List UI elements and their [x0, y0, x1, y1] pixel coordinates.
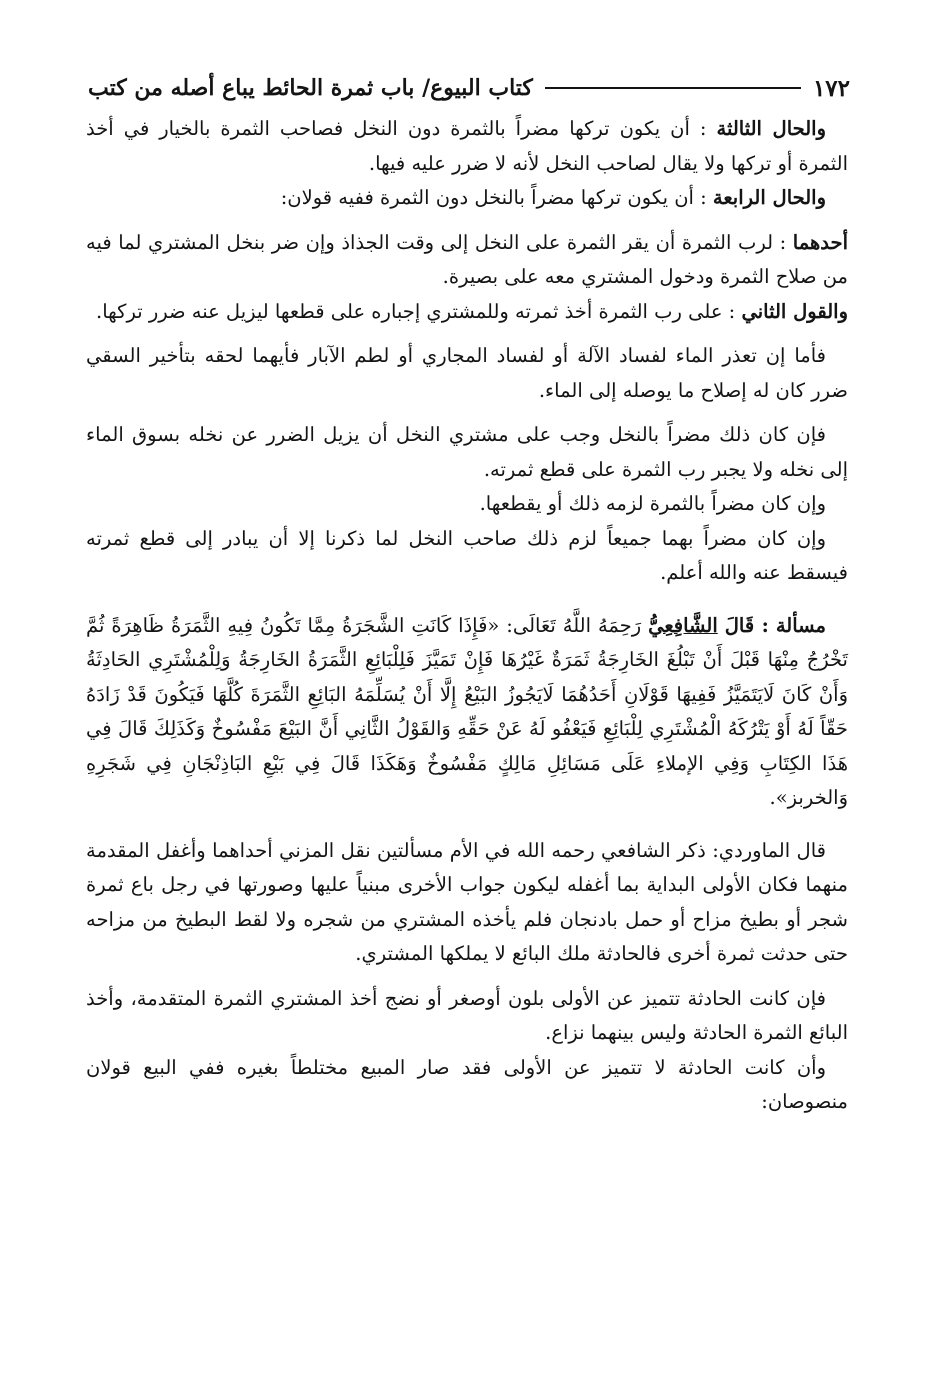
paragraph-text: : على رب الثمرة أخذ ثمرته وللمشتري إجباره على قطعها ليزيل عنه ضرر تركها. [96, 299, 736, 323]
paragraph-label: والقول الثاني [741, 299, 848, 323]
paragraph-label: والحال الثالثة [716, 117, 827, 140]
page-number: ١٧٢ [812, 74, 850, 102]
paragraph-first-opinion [86, 226, 848, 295]
page-header [88, 68, 850, 108]
paragraph-text: : أن يكون تركها مضراً بالنخل دون الثمرة ففيه قولان: [280, 186, 707, 209]
paragraph-second-opinion [86, 295, 848, 330]
paragraph-issue: مسألة : قَالَ الشَّافِعِيُّ رَحِمَهُ اللَّهُ تَعَالَى: «فَإِذَا كَانَتِ الشَّجَرَةُ مِمَّا تَكُونُ فِيهِ الثَّمَرَةُ ظَاهِرَةً ثُمَّ تَخْرُجُ مِنْهَا قَبْلَ أَنْ تَبْلُغَ الخَارِجَةُ ثَمَرَةٌ غَيْرُهَا فَإِنْ تَمَيَّزَ فَلِلْبَائِعِ الثَّمَرَةُ الخَارِجَةُ وَلِلْمُشْتَرِي الحَادِثَةُ وَأَنْ كَانَ لَايَتَمَيَّزُ فَفِيهَا قَوْلَانِ أَحَدُهُمَا لَايَجُوزُ البَيْعُ إِلَّا أَنْ يُسَلِّمَهُ البَائِعِ الثَّمَرَةَ كُلَّهَا فَيَكُونَ قَدْ زَادَهُ حَقّاً لَهُ أَوْ يَتْرُكَهُ الْمُشْتَرِي لِلْبَائِعِ فَيَعْفُو لَهُ عَنْ حَقِّهِ وَالقَوْلُ الثَّانِي أَنَّ البَيْعَ مَفْسُوخٌ وَكَذَلِكَ قَالَ فِي هَذَا الكِتَابِ وَفِي الإملاءِ عَلَى مَسَائِلِ مَالِكٍ مَفْسُوخٌ وَهَكَذَا قَالَ فِي بَيْعِ البَاذِنْجَانِ فِي شَجَرِهِ وَالخربز». [86, 613, 848, 809]
paragraph-mawardi: قال الماوردي: ذكر الشافعي رحمه الله في الأم مسألتين نقل المزني أحداهما وأغفل المقدمة منهما فكان الأولى البداية بما أغفله ليكون جواب الأخرى مبنياً عليها وصورتها في رجل باع ثمرة شجر أو بطيخ مزاح أو حمل بادنجان فلم يأخذه المشتري من شجره ولا لقط البطيخ من مزاحه حتى حدثت ثمرة أخرى فالحادثة ملك البائع لا يملكها المشتري. [86, 838, 848, 965]
running-title: كتاب البيوع/ باب ثمرة الحائط يباع أصله من كتب [88, 75, 533, 101]
page-body [86, 112, 848, 1120]
paragraph-third-case [86, 112, 848, 181]
paragraph-text: : أن يكون تركها مضراً بالثمرة دون النخل فصاحب الثمرة بالخيار في أخذ الثمرة أو تركها ولا يقال لصاحب النخل لأنه لا ضرر عليه فيها. [86, 117, 848, 175]
paragraph-mixed: وأن كانت الحادثة لا تتميز عن الأولى فقد صار المبيع مختلطاً بغيره ففي البيع قولان منصوصان: [86, 1055, 848, 1113]
imam-name: الشَّافِعِيُّ [648, 613, 718, 637]
paragraph-label: أحدهما [792, 230, 848, 254]
paragraph-harm-both: وإن كان مضراً بهما جميعاً لزم ذلك صاحب النخل لما ذكرنا إلا أن يبادر إلى قطع ثمرته فيسقط عنه والله أعلم. [86, 526, 848, 584]
paragraph-water: فأما إن تعذر الماء لفساد الآلة أو لفساد المجاري أو لطم الآبار فأيهما لحقه بتأخير السقي ضرر كان له إصلاح ما يوصله إلى الماء. [86, 344, 848, 402]
paragraph-text: : لرب الثمرة أن يقر الثمرة على النخل إلى وقت الجذاذ وإن ضر بنخل المشتري لما فيه من صلاح الثمرة ودخول المشتري معه على بصيرة. [86, 230, 848, 288]
paragraph-harm-palm: فإن كان ذلك مضراً بالنخل وجب على مشتري النخل أن يزيل الضرر عن نخله بسوق الماء إلى نخله ولا يجبر رب الثمرة على قطع ثمرته. [86, 423, 848, 481]
paragraph-text: رَحِمَهُ اللَّهُ تَعَالَى: «فَإِذَا كَانَتِ الشَّجَرَةُ مِمَّا تَكُونُ فِيهِ الثَّمَرَةُ ظَاهِرَةً ثُمَّ تَخْرُجُ مِنْهَا قَبْلَ أَنْ تَبْلُغَ الخَارِجَةُ ثَمَرَةٌ غَيْرُهَا فَإِنْ تَمَيَّزَ فَلِلْبَائِعِ الثَّمَرَةُ الخَارِجَةُ وَلِلْمُشْتَرِي الحَادِثَةُ وَأَنْ كَانَ لَايَتَمَيَّزُ فَفِيهَا قَوْلَانِ أَحَدُهُمَا لَايَجُوزُ البَيْعُ إِلَّا أَنْ يُسَلِّمَهُ البَائِعِ الثَّمَرَةَ كُلَّهَا فَيَكُونَ قَدْ زَادَهُ حَقّاً لَهُ أَوْ يَتْرُكَهُ الْمُشْتَرِي لِلْبَائِعِ فَيَعْفُو لَهُ عَنْ حَقِّهِ وَالقَوْلُ الثَّانِي أَنَّ البَيْعَ مَفْسُوخٌ وَكَذَلِكَ قَالَ فِي هَذَا الكِتَابِ وَفِي الإملاءِ عَلَى مَسَائِلِ مَالِكٍ مَفْسُوخٌ وَهَكَذَا قَالَ فِي بَيْعِ البَاذِنْجَانِ فِي شَجَرِهِ وَالخربز». [86, 613, 848, 809]
paragraph-label: مسألة [775, 613, 826, 637]
paragraph-distinct: فإن كانت الحادثة تتميز عن الأولى بلون أوصغر أو نضج أخذ المشتري الثمرة المتقدمة، وأخذ البائع الثمرة الحادثة وليس بينهما نزاع. [86, 986, 848, 1044]
paragraph-harm-fruit: وإن كان مضراً بالثمرة لزمه ذلك أو يقطعها. [479, 492, 826, 515]
imam-prefix: قَالَ [724, 613, 755, 637]
paragraph-label: والحال الرابعة [712, 186, 826, 209]
paragraph-fourth-case [86, 181, 848, 216]
header-rule [545, 87, 801, 89]
